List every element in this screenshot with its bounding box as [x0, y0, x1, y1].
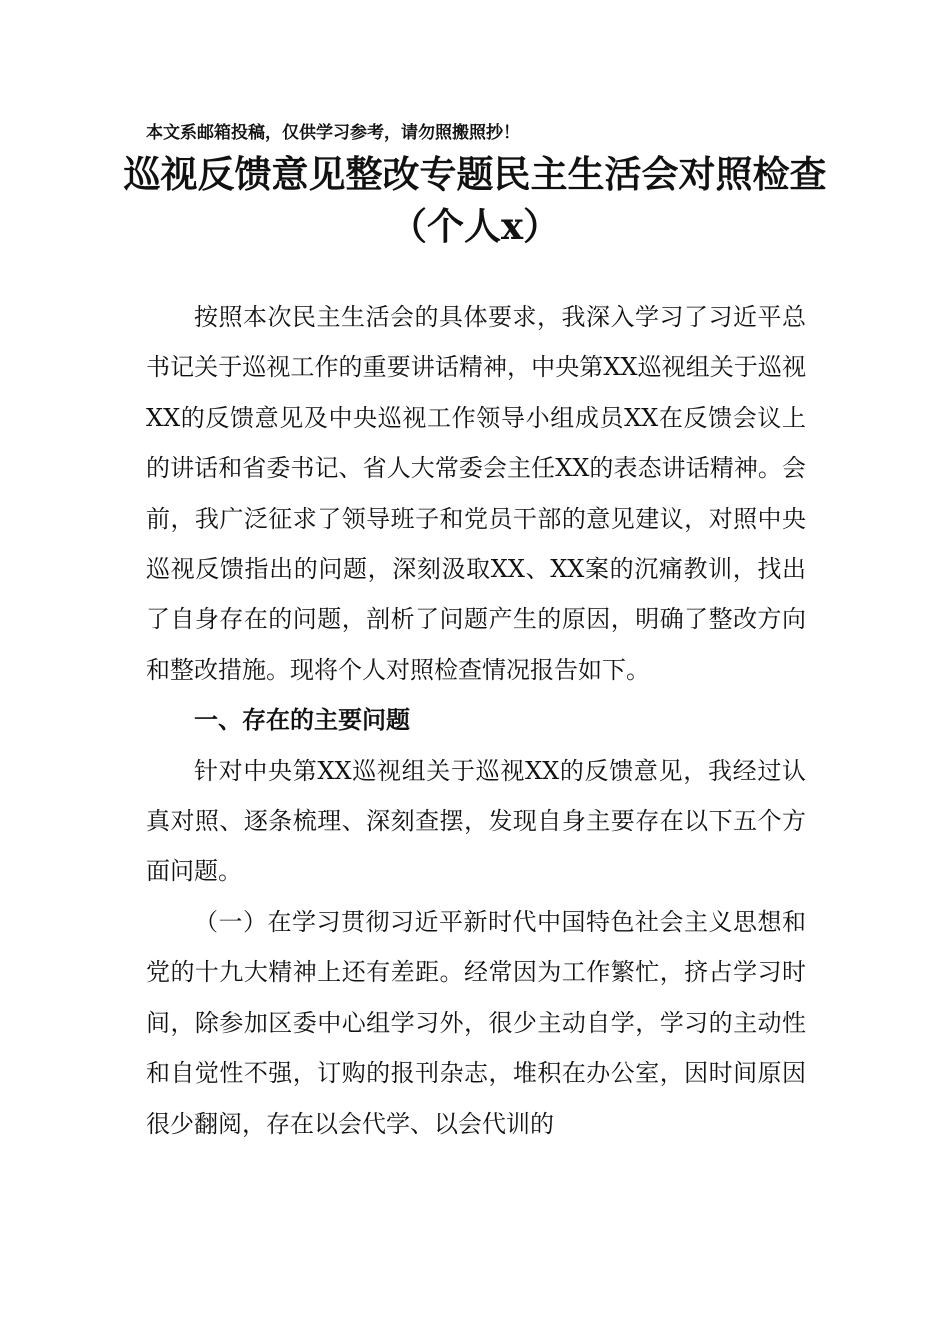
document-title: 巡视反馈意见整改专题民主生活会对照检查（个人x）: [123, 152, 827, 248]
copyright-notice: 本文系邮箱投稿，仅供学习参考，请勿照搬照抄！: [146, 123, 520, 143]
intro-paragraph: 按照本次民主生活会的具体要求，我深入学习了习近平总书记关于巡视工作的重要讲话精神，中央第XX巡视组关于巡视XX的反馈意见及中央巡视工作领导小组成员XX在反馈会议上的讲话和省委书记、省人大常委会主任XX的表态讲话精神。会前，我广泛征求了领导班子和党员干部的意见建议，对照中央巡视反馈指出的问题，深刻汲取XX、XX案的沉痛教训，找出了自身存在的问题，剖析了问题产生的原因，明确了整改方向和整改措施。现将个人对照检查情况报告如下。: [146, 303, 806, 684]
subsection-paragraph: （一）在学习贯彻习近平新时代中国特色社会主义思想和党的十九大精神上还有差距。经常因为工作繁忙，挤占学习时间，除参加区委中心组学习外，很少主动自学，学习的主动性和自觉性不强，订购的报刊杂志，堆积在办公室，因时间原因很少翻阅，存在以会代学、以会代训的: [146, 907, 806, 1138]
document-body: [146, 292, 806, 1149]
section-heading: 一、存在的主要问题: [194, 706, 410, 735]
section-intro-paragraph: 针对中央第XX巡视组关于巡视XX的反馈意见，我经过认真对照、逐条梳理、深刻查摆，发现自身主要存在以下五个方面问题。: [146, 756, 806, 886]
